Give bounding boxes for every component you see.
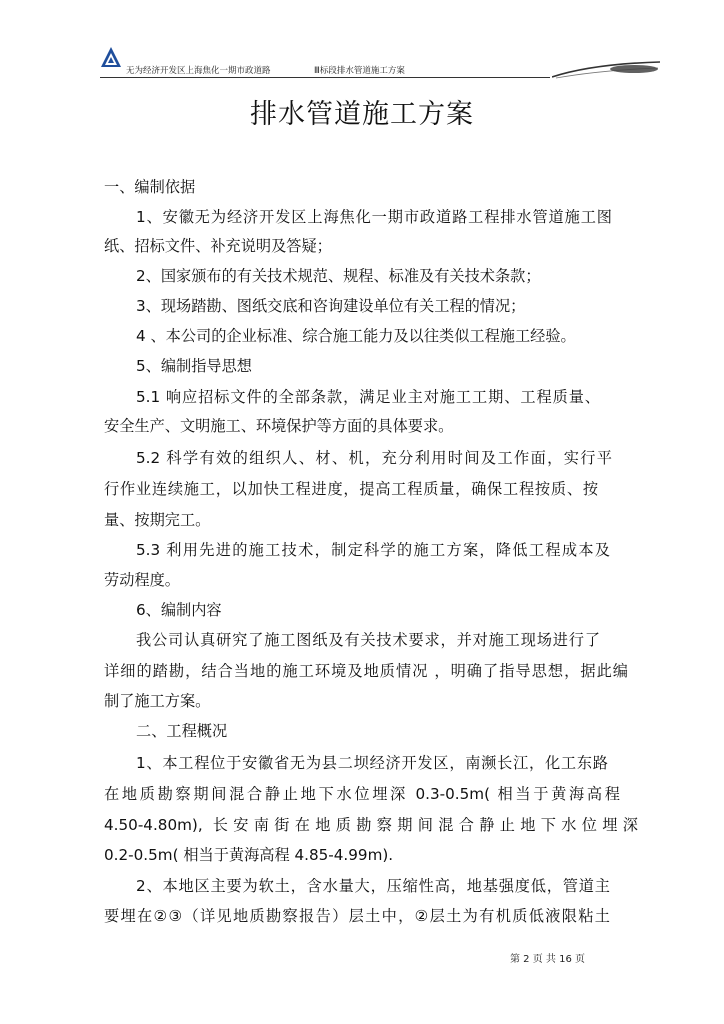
header-swoosh-graphic [552, 60, 660, 80]
paragraph-line: 4.50-4.80m), 长安南街在地质勘察期间混合静止地下水位埋深 [104, 816, 638, 834]
company-logo-icon [100, 46, 122, 68]
paragraph-line: 0.2-0.5m( 相当于黄海高程 4.85-4.99m). [104, 846, 394, 864]
paragraph-line: 1、本工程位于安徽省无为县二坝经济开发区，南濒长江，化工东路 [136, 754, 608, 772]
subsection-heading: 6、编制内容 [136, 601, 222, 619]
paragraph-line: 5.2 科学有效的组织人、材、机，充分利用时间及工作面，实行平 [136, 449, 612, 467]
paragraph-line: 5.1 响应招标文件的全部条款，满足业主对施工工期、工程质量、 [136, 388, 600, 406]
paragraph-line: 4 、本公司的企业标准、综合施工能力及以往类似工程施工经验。 [136, 327, 576, 345]
section-heading: 二、工程概况 [136, 722, 228, 740]
header-project-name: 无为经济开发区上海焦化一期市政道路 [126, 66, 271, 76]
paragraph-line: 5.3 利用先进的施工技术，制定科学的施工方案，降低工程成本及 [136, 541, 610, 559]
header-document-name: Ⅲ标段排水管道施工方案 [314, 66, 405, 76]
paragraph-line: 3、现场踏勘、图纸交底和咨询建设单位有关工程的情况； [136, 297, 526, 315]
subsection-heading: 5、编制指导思想 [136, 357, 252, 375]
page-number: 第 2 页 共 16 页 [510, 954, 585, 965]
paragraph-line: 要埋在②③（详见地质勘察报告）层土中，②层土为有机质低液限粘土 [104, 907, 610, 925]
paragraph-line: 2、国家颁布的有关技术规范、规程、标准及有关技术条款； [136, 267, 541, 285]
section-heading: 一、编制依据 [104, 178, 196, 196]
paragraph-line: 量、按期完工。 [104, 511, 211, 529]
paragraph-line: 纸、招标文件、补充说明及答疑； [104, 237, 332, 255]
paragraph-line: 在地质勘察期间混合静止地下水位埋深 0.3-0.5m( 相当于黄海高程 [104, 785, 620, 803]
paragraph-line: 我公司认真研究了施工图纸及有关技术要求，并对施工现场进行了 [136, 631, 600, 649]
header-divider [100, 77, 550, 78]
document-title: 排水管道施工方案 [250, 99, 474, 130]
paragraph-line: 详细的踏勘，结合当地的施工环境及地质情况 ，明确了指导思想，据此编 [104, 662, 628, 680]
page-header [100, 46, 660, 80]
paragraph-line: 1、安徽无为经济开发区上海焦化一期市政道路工程排水管道施工图 [136, 208, 612, 226]
paragraph-line: 制了施工方案。 [104, 692, 211, 710]
paragraph-line: 2、本地区主要为软土，含水量大，压缩性高，地基强度低，管道主 [136, 877, 610, 895]
paragraph-line: 劳动程度。 [104, 571, 180, 589]
paragraph-line: 安全生产、文明施工、环境保护等方面的具体要求。 [104, 417, 454, 435]
paragraph-line: 行作业连续施工，以加快工程进度，提高工程质量，确保工程按质、按 [104, 480, 598, 498]
